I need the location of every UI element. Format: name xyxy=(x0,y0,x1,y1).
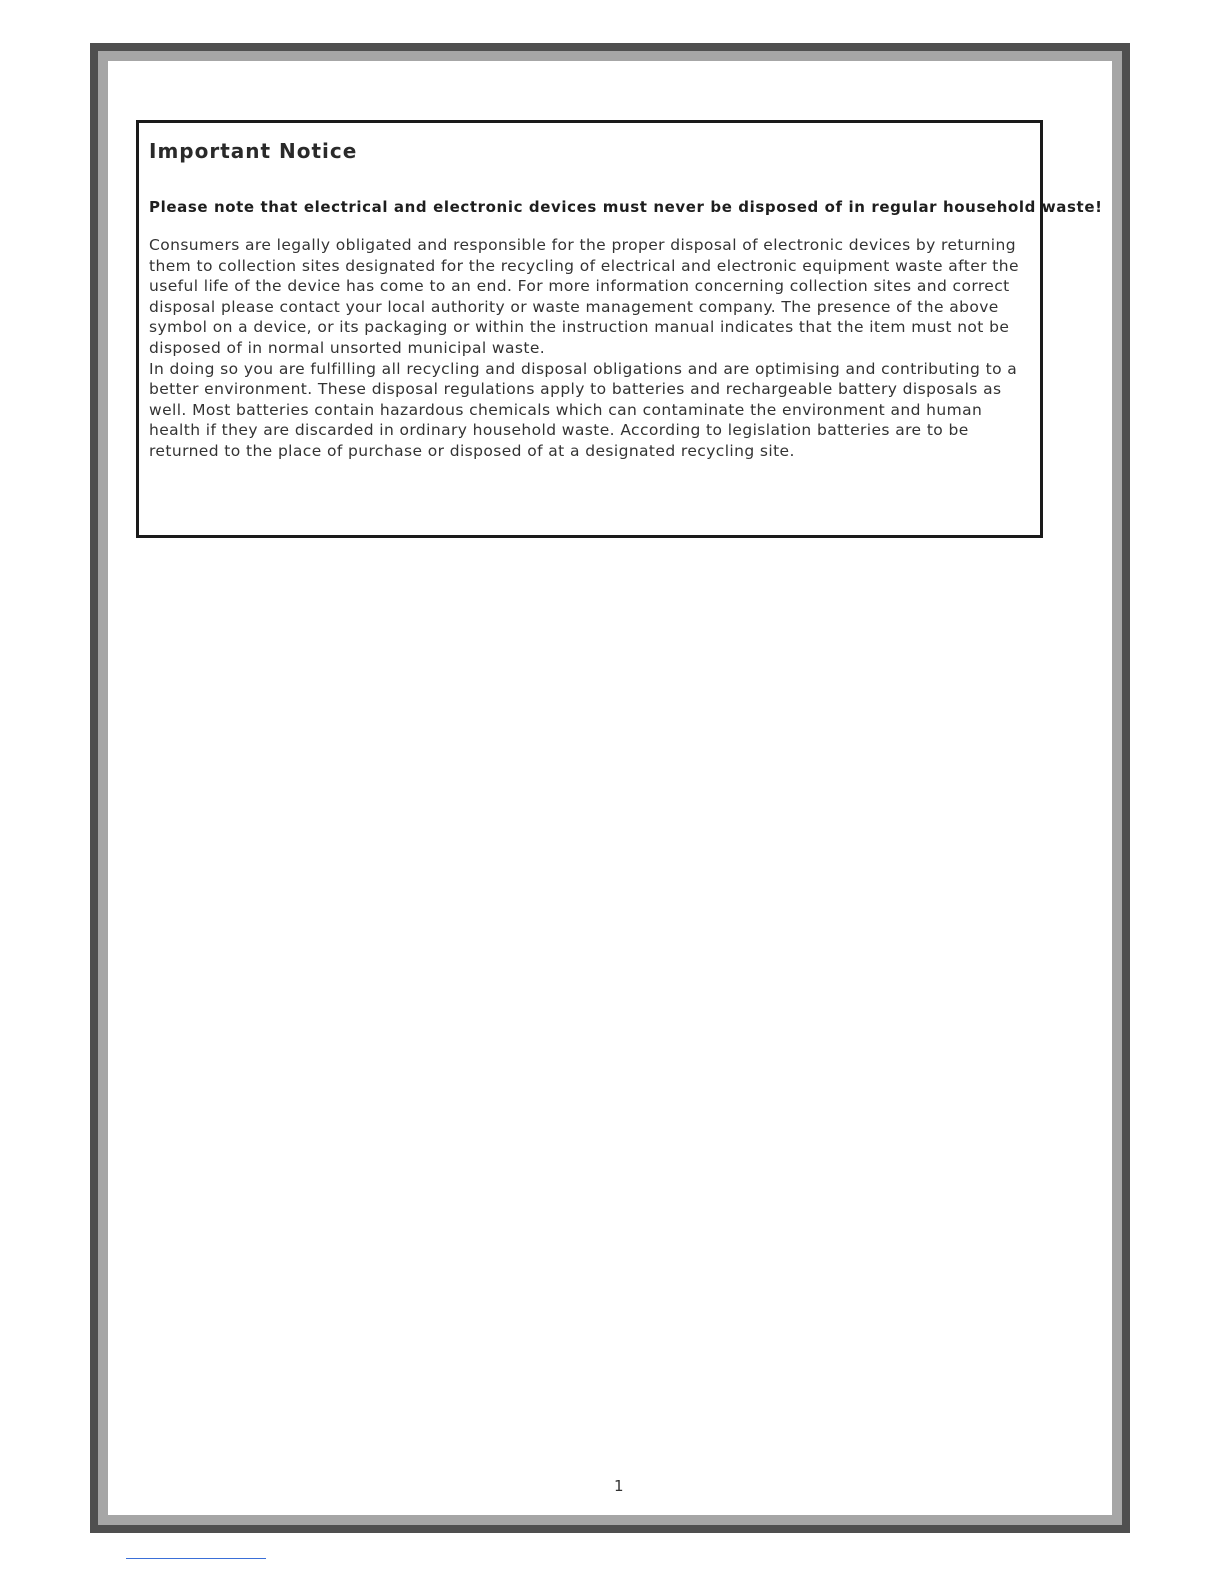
notice-paragraph-disposal: Consumers are legally obligated and responsible for the proper disposal of electronic devices by returning them to collection sites designated for the recycling of electrical and electronic equipment waste after the useful life of the device has come to an end. For more information concerning collection sites and correct disposal please contact your local authority or waste management company. The presence of the above symbol on a device, or its packaging or within the instruction manual indicates that the item must not be disposed of in normal unsorted municipal waste. xyxy=(149,236,1019,357)
footer-link-underline[interactable] xyxy=(126,1558,266,1559)
page-number: 1 xyxy=(614,1477,624,1495)
notice-body xyxy=(149,235,1038,462)
page-frame-inner xyxy=(98,51,1122,1525)
notice-title: Important Notice xyxy=(149,139,358,163)
notice-paragraph-batteries: In doing so you are fulfilling all recycling and disposal obligations and are optimising and contributing to a better environment. These disposal regulations apply to batteries and rechargeable battery disposals as well. Most batteries contain hazardous chemicals which can contaminate the environment and human health if they are discarded in ordinary household waste. According to legislation batteries are to be returned to the place of purchase or disposed of at a designated recycling site. xyxy=(149,359,1018,460)
page-frame-outer xyxy=(90,43,1130,1533)
important-notice-box xyxy=(136,120,1103,538)
notice-warning: Please note that electrical and electronic devices must never be disposed of in regular household waste! xyxy=(149,198,1103,216)
